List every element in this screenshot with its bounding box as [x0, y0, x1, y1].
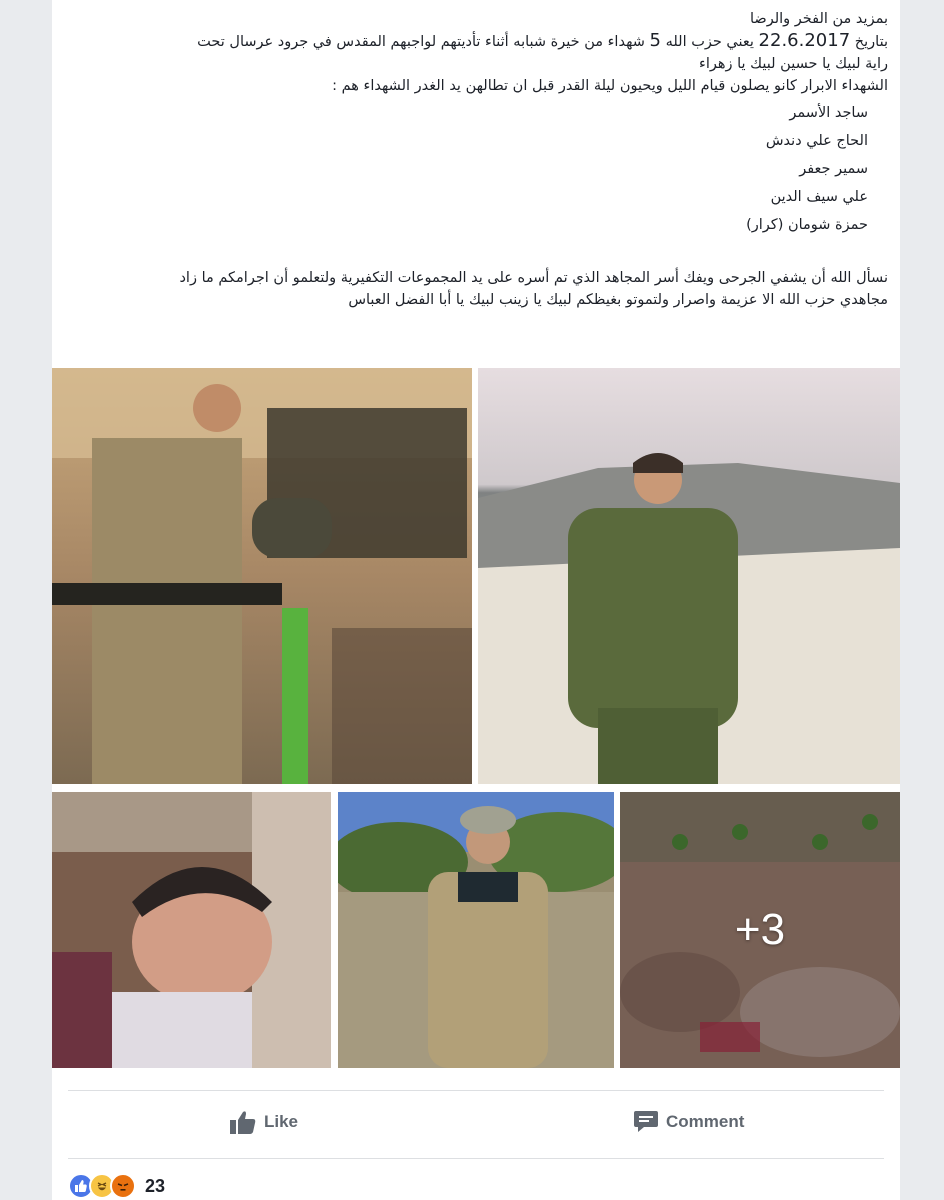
like-button[interactable] — [230, 1104, 298, 1140]
post-line-4: الشهداء الابرار كانو يصلون قيام الليل ويحيون ليلة القدر قبل ان تطالهن يد الغدر الشهداء هم : — [332, 78, 888, 94]
angry-icon — [110, 1173, 136, 1199]
martyr-count: 5 — [649, 30, 661, 51]
post-line-3: راية لبيك يا حسين لبيك يا زهراء — [699, 56, 888, 72]
martyr-name: علي سيف الدين — [770, 189, 868, 205]
photo-3-image — [52, 792, 331, 1068]
post-line-1: بمزيد من الفخر والرضا — [749, 11, 888, 27]
martyr-name: سمير جعفر — [799, 161, 868, 177]
reaction-count: 23 — [145, 1175, 166, 1196]
reactions-divider — [68, 1158, 884, 1159]
comment-icon — [634, 1111, 658, 1133]
post-text — [52, 8, 900, 311]
like-label: Like — [264, 1112, 299, 1131]
post-date: 22.6.2017 — [758, 30, 851, 51]
closing-line-2: مجاهدي حزب الله الا عزيمة واصرار ولتموتو بغيظكم لبيك يا زينب لبيك يا أبا الفضل العباس — [348, 292, 888, 308]
more-photos-count[interactable]: +3 — [734, 905, 786, 954]
photo-4-image — [338, 792, 614, 1068]
actions-divider — [68, 1090, 884, 1091]
photo-2-image — [478, 368, 900, 784]
date-prefix: بتاريخ — [854, 34, 888, 50]
post-line-2 — [52, 30, 888, 53]
martyr-names — [52, 99, 888, 239]
photo-1[interactable] — [52, 368, 472, 784]
martyr-name: الحاج علي دندش — [765, 133, 868, 149]
thumbs-up-icon — [230, 1110, 256, 1134]
photo-4[interactable] — [338, 792, 614, 1068]
comment-button[interactable] — [634, 1104, 744, 1140]
photo-5[interactable] — [620, 792, 900, 1068]
closing-line-1: نسأل الله أن يشفي الجرحى ويفك أسر المجاهد الذي تم أسره على يد المجموعات التكفيرية ولتعلمو أن اجرامكم ما زاد — [179, 270, 888, 286]
post-card — [52, 0, 900, 1200]
photo-3[interactable] — [52, 792, 331, 1068]
photo-2[interactable] — [478, 368, 900, 784]
martyr-name: ساجد الأسمر — [789, 105, 868, 121]
photo-1-image — [52, 368, 472, 784]
reactions-summary[interactable] — [68, 1172, 165, 1200]
martyr-name: حمزة شومان (كرار) — [746, 217, 868, 233]
comment-label: Comment — [666, 1112, 745, 1131]
post-line-2a: يعني حزب الله — [665, 34, 754, 50]
post-line-2b: شهداء من خيرة شبابه أثناء تأديتهم لواجبهم المقدس في جرود عرسال تحت — [197, 34, 645, 50]
